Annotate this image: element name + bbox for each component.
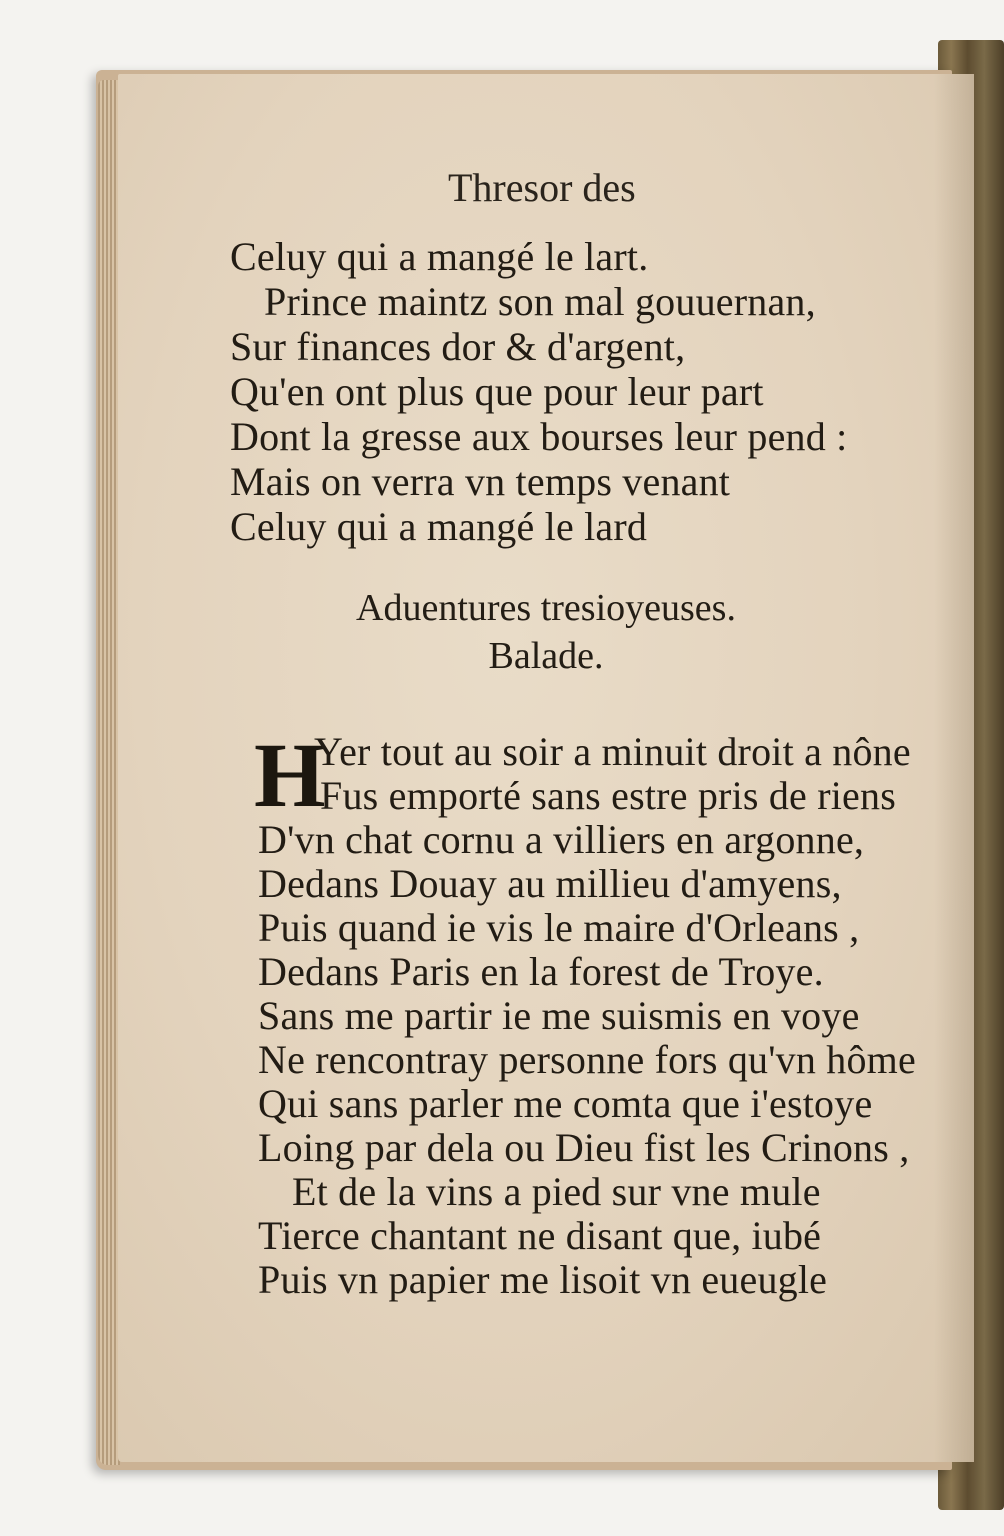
poem-title: Aduentures tresioyeuses. [356, 587, 736, 629]
book-page [118, 74, 974, 1462]
drop-cap: H [254, 724, 326, 826]
verse-line: Prince maintz son mal gouuernan, [264, 279, 816, 324]
verse-line: D'vn chat cornu a villiers en argonne, [258, 817, 865, 862]
page-edges [98, 80, 120, 1465]
verse-line: Loing par dela ou Dieu fist les Crinons , [258, 1125, 910, 1170]
verse-line: Tierce chantant ne disant que, iubé [258, 1213, 822, 1258]
verse-line: Qui sans parler me comta que i'estoye [258, 1081, 873, 1126]
verse-line: Sur finances dor & d'argent, [230, 324, 686, 369]
verse-line: Ne rencontray personne fors qu'vn hôme [258, 1037, 916, 1082]
verse-line: Qu'en ont plus que pour leur part [230, 369, 764, 414]
verse-line: Dont la gresse aux bourses leur pend : [230, 414, 848, 459]
verse-line: Celuy qui a mangé le lart. [230, 234, 649, 279]
balade-stanza [258, 730, 916, 1302]
verse-line: Yer tout au soir a minuit droit a nône [314, 729, 911, 774]
verse-line: Celuy qui a mangé le lard [230, 504, 648, 549]
verse-line: Et de la vins a pied sur vne mule [292, 1169, 821, 1214]
verse-line: Mais on verra vn temps venant [230, 459, 731, 504]
stanza-end [230, 234, 847, 549]
verse-line: Puis quand ie vis le maire d'Orleans , [258, 905, 860, 950]
verse-line: Dedans Douay au millieu d'amyens, [258, 861, 842, 906]
verse-line: Fus emporté sans estre pris de riens [320, 773, 896, 818]
verse-line: Dedans Paris en la forest de Troye. [258, 949, 824, 994]
verse-line: Puis vn papier me lisoit vn eueugle [258, 1257, 828, 1302]
poem-subtitle: Balade. [488, 635, 604, 677]
verse-line: Sans me partir ie me suismis en voye [258, 993, 860, 1038]
gutter-shadow [934, 74, 974, 1462]
running-head: Thresor des [448, 165, 636, 210]
